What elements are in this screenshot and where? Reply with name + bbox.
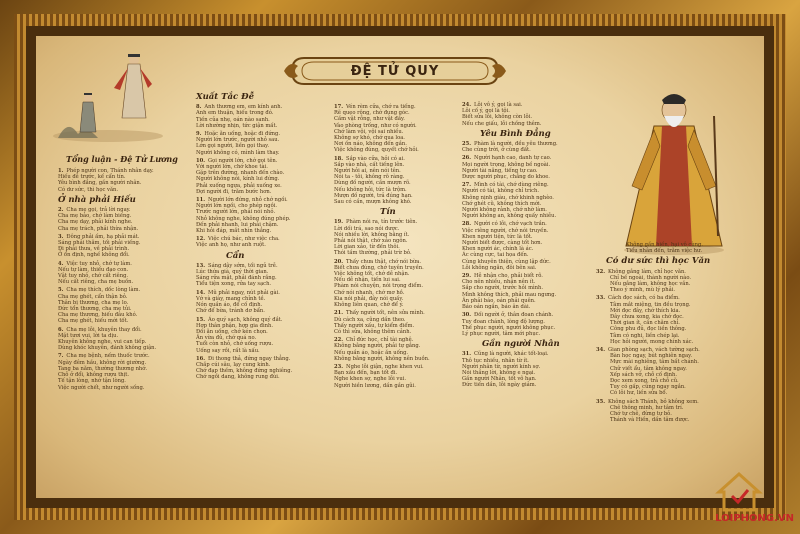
verse-26: 26. Người hạnh cao, danh tự cao. Mọi người trọng, không bề ngoài. Người tài năng, tiếng tự cao. Được người phục, chẳng do khoe. bbox=[462, 155, 552, 181]
verse-21: 21. Thấy người tốt, nên sửa mình. Dù cách xa, cũng dần theo. Thấy người xấu, tự kiểm điểm. Có thì sửa, không thêm cảnh. bbox=[334, 310, 425, 335]
brand-logo bbox=[684, 470, 794, 530]
section-heading: Xuất Tắc Đễ bbox=[196, 92, 254, 102]
verse-25: 25. Phàm là người, đều yêu thương. Che cùng trời, ở cùng đất. bbox=[462, 141, 558, 154]
verse-11: 11. Người lớn đứng, nhỏ chớ ngồi. Người lớn ngồi, cho phép ngồi. Trước người lớn, phải nói nhỏ. Nhỏ không nghe, không đúng phép. Đến phải nhanh, lui phải chậm. Khi hỏi đáp, mắt nhìn thẳng. bbox=[196, 197, 291, 235]
verse-28: 28. Người có lỗi, chớ vạch trần. Việc riêng người, chớ nói truyền. Khen người tiện, tức là tốt. Người biết được, càng tốt hơn. Khen người ác, chính là ác. Ác cùng cực, tai họa đến. Cùng khuyên thiện, cùng lập đức. Lỗi không ngăn, đôi bên sai. bbox=[462, 221, 551, 271]
verse-18: 18. Sắp vào cửa, hỏi có ai. Sắp vào nhà, cất tiếng lên. Người hỏi ai, nên nói tên. Nói ta - tôi, không rõ ràng. Dùng đồ người, cần mượn rõ. Nếu không hỏi, tức là trộm. Mượn đồ người, trả đúng hạn. Sau có cần, mượn không khó. bbox=[334, 155, 413, 206]
verse-29: 29. Hễ nhận cho, phải biết rõ. Cho nên nhiều, nhận nên ít. Sắp cho người, trước hỏi mình. Mình không thích, phải mau ngưng. Ân phải báo, oán phải quên. Báo oán ngắn, báo ân dài. bbox=[462, 273, 557, 311]
column-1 bbox=[58, 168, 186, 393]
house-icon bbox=[714, 470, 764, 514]
verse-33: 33. Cách đọc sách, có ba điểm. Tâm mắt miệng, tin đều trọng. Mới đọc đây, chớ thích kia. Đây chưa xong, kia chớ đọc. Thời gian ít, cần chăm chỉ. Công phu đủ, đọc liền thông. Tâm có nghi, liền chép lại. Học hỏi người, mong chính xác. bbox=[596, 295, 694, 345]
column-2 bbox=[196, 90, 326, 383]
title-banner bbox=[284, 52, 506, 90]
confucius-illustration bbox=[614, 86, 734, 256]
verse-9: 9. Hoặc ăn uống, hoặc đi đứng. Người lớn trước, người nhỏ sau. Lớn gọi người, liền gọi thay. Người không có, mình làm thay. bbox=[196, 131, 280, 156]
column-5 bbox=[596, 242, 746, 425]
brand-text: LOIPHONG.VN bbox=[715, 513, 794, 524]
page-title: ĐỆ TỬ QUY bbox=[350, 63, 440, 79]
section-heading: Gần người Nhân bbox=[482, 339, 560, 350]
verse-13: 13. Sáng dậy sớm, tối ngủ trễ. Lúc thứa già, quý thời gian. Sáng rửa mặt, phải đánh răng. Tiểu tiện xong, rửa tay sạch. bbox=[196, 262, 278, 288]
verse-15: 15. Áo quý sạch, không quý đắt. Hợp thân phận, hợp gia đình. Đối ăn uống, chớ kén chọn. Ăn vừa đủ, chớ quá no. Tuổi còn nhỏ, chớ uống rượu. Uống say rồi, rất là xấu. bbox=[196, 316, 283, 354]
verse-34: 34. Gian phòng sạch, vách tường sạch. Bàn học ngay, bút nghiên ngay. Mực mài nghiêng, tâm bất chánh. Chữ viết ẩu, tâm không ngay. Xếp sách vở, chỗ cố định. Đọc xem xong, trả chỗ cũ. Tuy có gấp, cũng ngay ngắn. Có lỗi hư, liền sửa bổ. bbox=[596, 347, 700, 397]
verse-3: 3. Đông phải ấm, hạ phải mát. Sáng phải thăm, tối phải viếng. Đi phải thưa, về phải trình. Ở ổn định, nghề không đổi. bbox=[58, 233, 141, 259]
verse-22: 22. Chỉ đức học, chỉ tài nghệ. Không bằng người, phải tự gắng. Nếu quần áo, hoặc ăn uống. Không bằng người, không nên buồn. bbox=[334, 337, 430, 362]
verse-32: 32. Không gắng làm, chỉ học văn. Chỉ bề ngoài, thành người nào. Nếu gắng làm, không học văn. Theo ý mình, mù lý phải. bbox=[596, 268, 692, 294]
verse-19: 19. Phàm nói ra, tín trước tiên. Lời dối trá, sao nói được. Nói nhiều lời, không bằng ít. Phải nói thật, chớ xảo ngôn. Lời gian xảo, từ đến thôi. Thói tầm thường, phải trừ bỏ. bbox=[334, 219, 418, 257]
section-heading: Ở nhà phải Hiếu bbox=[58, 194, 136, 205]
verse-10: 10. Gọi người lớn, chớ gọi tên. Với người lớn, chớ khoe tài. Gặp trên đường, nhanh đến chào. Người không nói, kính lui đứng. Phải xuống ngựa, phải xuống xe. Đợi người đi, trăm bước hơn. bbox=[196, 157, 285, 195]
verse-14: 14. Mũ phải ngay, nút phải gài. Vớ và giày, mang chỉnh tề. Nón quần áo, để cố định. Chớ để bừa, tránh dơ bẩn. bbox=[196, 289, 280, 315]
column-4 bbox=[462, 102, 594, 391]
section-heading: Tín bbox=[380, 207, 396, 218]
verse-35: 35. Không sách Thánh, bỏ không xem. Chê thông minh, hư tâm trí. Chớ tự chê, đừng tự bỏ. Thánh và Hiền, dần tâm được. bbox=[596, 398, 699, 424]
section-heading: Cẩn bbox=[226, 250, 245, 261]
verse-1: 1. Phép người con, Thánh nhân dạy. Hiếu đễ trước, kế cẩn tín. Yêu bình đẳng, gần người nhân. Có dư sức, thì học văn. bbox=[58, 168, 154, 193]
verse-12: 12. Việc chú bác, như việc cha. Việc anh họ, như anh ruột. bbox=[196, 236, 280, 249]
verse-6: 6. Cha mẹ lỗi, khuyên thay đổi. Mặt tươi vui, lời ta dịu. Khuyên không nghe, vui can tiếp. Dùng khóc khuyên, đánh không giận. bbox=[58, 326, 157, 352]
lead-verse: Không gần hiền, hại vô cùng. Tiểu nhân đến, trăm việc hư. bbox=[626, 242, 703, 255]
verse-20: 20. Thấy chưa thật, chớ nói bừa. Biết chưa đúng, chớ tuyên truyền. Việc không tốt, chớ dễ nhận. Nếu dễ nhận, tiến lui sai. Phàm nói chuyện, nói trọng điểm. Chớ nói nhanh, chớ mơ hồ. Kia nói phải, đây nói quấy. Không liên quan, chớ để ý. bbox=[334, 258, 424, 309]
verse-2: 2. Cha mẹ gọi, trả lời ngay. Cha mẹ bảo, chớ làm biếng. Cha mẹ dạy, phải kính nghe. Cha mẹ trách, phải thừa nhận. bbox=[58, 207, 139, 232]
section-heading: Có dư sức thì học Văn bbox=[606, 256, 711, 267]
verse-8: 8. Anh thương em, em kính anh. Anh em thuận, hiếu trong đó. Tiền của nhẹ, oán nào sanh. Lời nhường nhịn, tức giận mất. bbox=[196, 104, 283, 129]
illustration-caption: Tổng luận - Đệ Tử Lương bbox=[66, 154, 178, 164]
parchment bbox=[36, 36, 764, 498]
scholar-illustration-left bbox=[48, 48, 168, 146]
section-heading: Yêu Bình Đẳng bbox=[480, 128, 551, 139]
verse-27: 27. Mình có tài, chớ dùng riêng. Người có tài, không chỉ trích. Không nịnh giàu, chớ khinh nghèo. Chớ ghét cũ, không thích mới. Người không rảnh, chớ nhờ làm. Người không an, không quấy nhiễu. bbox=[462, 182, 557, 220]
column-3 bbox=[334, 104, 464, 391]
verse-30: 30. Đối người ở, thân đoan chánh. Tuy đoan chánh, lòng độ lượng. Thế phục người, người không phục. Lý phục người, tâm mới phục. bbox=[462, 312, 556, 337]
verse-5: 5. Cha mẹ thích, dốc lòng làm. Cha mẹ ghét, cẩn thận bỏ. Thân bị thương, cha mẹ lo. Đức tổn thương, cha mẹ tủi. Cha mẹ thương, hiếu đâu khó. Cha mẹ ghét, hiếu mới tốt. bbox=[58, 287, 141, 325]
verse-16: 16. Đi thong thả, đứng ngay thẳng. Chắp cúi sâu, lạy cung kính. Chớ đạp thềm, không đứng nghiêng. Chớ ngồi dang, không rung đùi. bbox=[196, 355, 293, 381]
verse-24: 24. Lỗi vô ý, gọi là sai. Lỗi cố ý, gọi là tội. Biết sửa lỗi, không còn lỗi. Nếu che giấu, lỗi chồng thêm. bbox=[462, 102, 542, 127]
verse-17: 17. Vén rèm cửa, chớ ra tiếng. Rẽ quẹo rộng, chớ đụng góc. Cầm vật rỗng, như vật đầy. Vào phòng trống, như có người. Chớ làm vội, vội sai nhiều. Không sợ khó, chớ qua loa. Nơi ồn náo, không đến gần. Việc không đúng, quyết chớ hỏi. bbox=[334, 104, 419, 154]
verse-4: 4. Việc tuy nhỏ, chớ tự làm. Nếu tự làm, thiếu đạo con. Vật tuy nhỏ, chớ cất riêng. Nếu cất riêng, cha mẹ buồn. bbox=[58, 260, 134, 286]
verse-7: 7. Cha mẹ bệnh, nếm thuốc trước. Ngày đêm hầu, không rời giường. Tang ba năm, thường thương nhớ. Chỗ ở đổi, không rượu thịt. Tế tận lòng, nhớ tận lòng. Việc người chết, như người sống. bbox=[58, 353, 150, 391]
verse-31: 31. Cũng là người, khác tốt-loại. Thô tục nhiều, nhân từ ít. Người nhân từ, người kính sợ. Nói thẳng lời, không e ngại. Gần người Nhân, tốt vô hạn. Đức tiến dần, lỗi ngày giảm. bbox=[462, 351, 549, 389]
verse-23: 23. Nghe lỗi giận, nghe khen vui. Bạn xấu đến, bạn tốt đi. Nghe khen sợ, nghe lỗi vui. Người hiền lương, dần gần gũi. bbox=[334, 363, 424, 389]
